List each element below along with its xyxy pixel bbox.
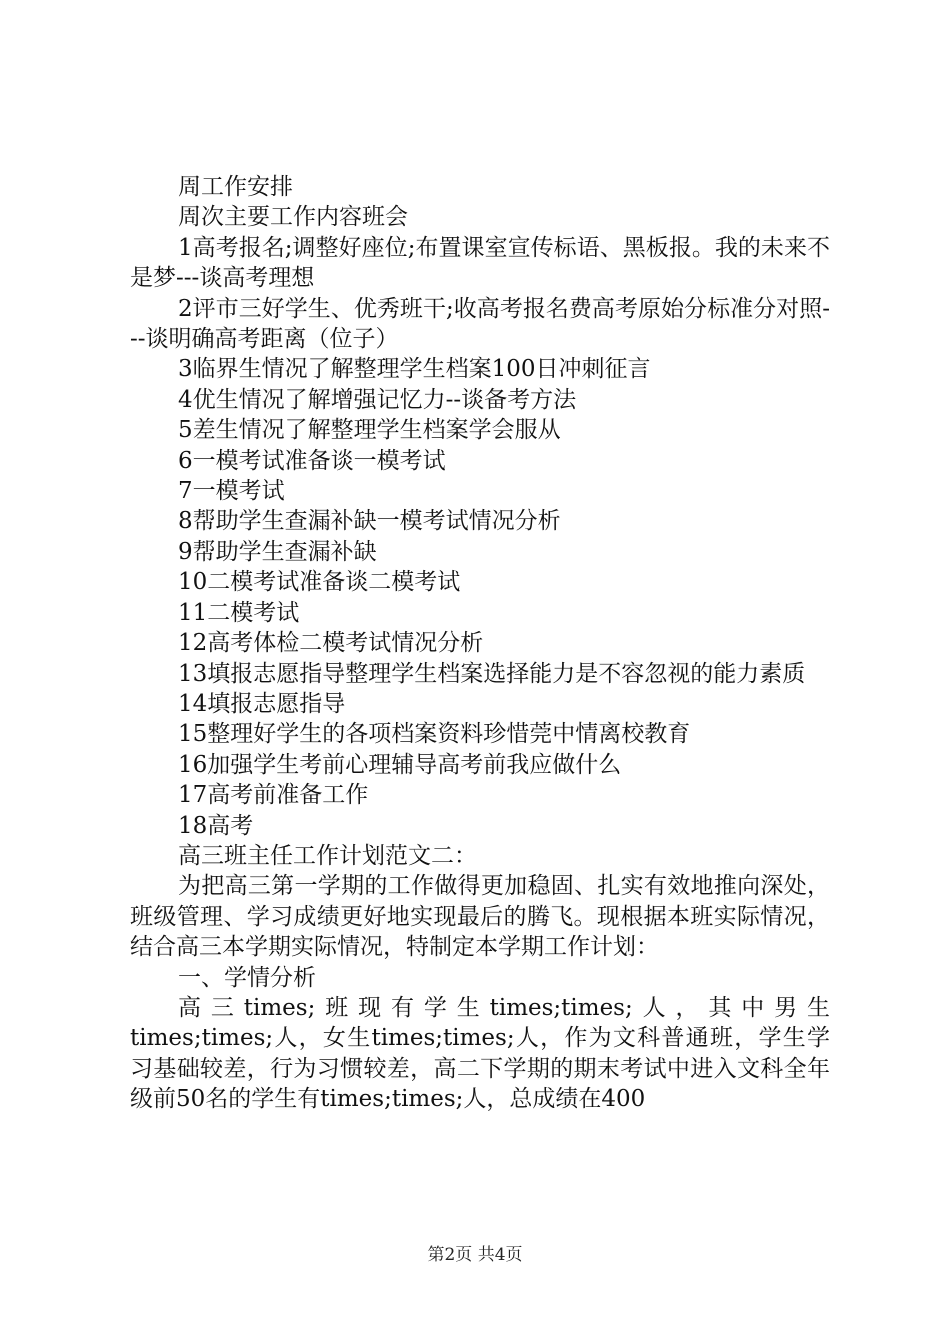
schedule-item-16: 16加强学生考前心理辅导高考前我应做什么	[178, 751, 622, 778]
schedule-item-14: 14填报志愿指导	[178, 690, 346, 717]
page-footer: 第2页 共4页	[427, 1245, 523, 1265]
schedule-item-10: 10二模考试准备谈二模考试	[178, 569, 461, 596]
schedule-item-3: 3临界生情况了解整理学生档案100日冲刺征言	[178, 356, 651, 383]
schedule-item-18: 18高考	[178, 812, 254, 839]
section-title-sample-two: 高三班主任工作计划范文二：	[178, 842, 477, 869]
schedule-item-4: 4优生情况了解增强记忆力--谈备考方法	[178, 386, 577, 413]
schedule-item-13: 13填报志愿指导整理学生档案选择能力是不容忽视的能力素质	[178, 660, 806, 687]
intro-paragraph: 为把高三第一学期的工作做得更加稳固、扎实有效地推向深处，班级管理、学习成绩更好地实现最后的腾飞。现根据本班实际情况，结合高三本学期实际情况，特制定本学期工作计划：	[130, 873, 830, 961]
document-body	[130, 172, 830, 1115]
schedule-item-12: 12高考体检二模考试情况分析	[178, 630, 484, 657]
schedule-item-9: 9帮助学生查漏补缺	[178, 538, 377, 565]
analysis-paragraph: 高三times;班现有学生times;times;人，其中男生times;times;人，女生times;times;人，作为文科普通班，学生学习基础较差，行为习惯较差，高二下学期的期末考试中进入文科全年级前50名的学生有times;times;人，总成绩在400	[130, 994, 830, 1113]
schedule-item-8: 8帮助学生查漏补缺一模考试情况分析	[178, 508, 561, 535]
subheading-learning-analysis: 一、学情分析	[178, 964, 316, 991]
schedule-item-7: 7一模考试	[178, 478, 285, 505]
table-header-line: 周次主要工作内容班会	[178, 204, 408, 231]
schedule-item-2: 2评市三好学生、优秀班干;收高考报名费高考原始分标准分对照---谈明确高考距离（位子）	[130, 295, 830, 353]
heading-weekly-schedule: 周工作安排	[178, 174, 293, 200]
schedule-item-11: 11二模考试	[178, 599, 300, 626]
schedule-item-17: 17高考前准备工作	[178, 782, 369, 809]
schedule-item-1: 1高考报名;调整好座位;布置课室宣传标语、黑板报。我的未来不是梦---谈高考理想	[130, 234, 830, 292]
schedule-item-6: 6一模考试准备谈一模考试	[178, 447, 446, 474]
schedule-item-5: 5差生情况了解整理学生档案学会服从	[178, 417, 561, 444]
schedule-item-15: 15整理好学生的各项档案资料珍惜莞中情离校教育	[178, 721, 691, 748]
